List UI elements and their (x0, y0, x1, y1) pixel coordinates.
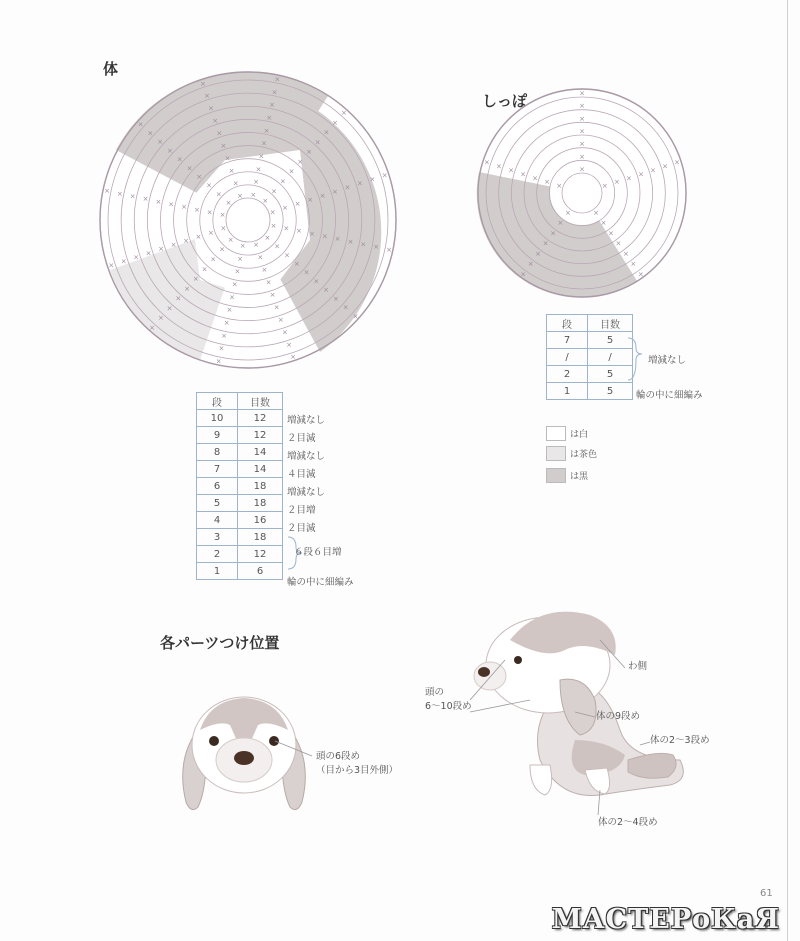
stitch-mark: × (239, 242, 246, 250)
table-row (197, 444, 283, 461)
stitch-mark: × (104, 187, 110, 196)
stitch-count-cell: 18 (238, 495, 283, 512)
stitch-mark: × (615, 239, 622, 248)
stitch-mark: × (129, 192, 136, 201)
stitch-mark: × (228, 166, 235, 175)
stitch-mark: × (579, 127, 585, 136)
table-row (197, 563, 283, 580)
stitch-count-cell: 12 (238, 546, 283, 563)
table-row (547, 349, 633, 366)
row-number-cell: 4 (197, 512, 238, 529)
stitch-mark: × (297, 158, 304, 166)
stitch-mark: × (218, 344, 225, 353)
stitch-mark: × (309, 229, 315, 238)
stitch-mark: × (206, 208, 213, 217)
row-number-cell: 3 (197, 529, 238, 546)
stitch-mark: × (181, 203, 187, 212)
row-number-cell: / (547, 349, 588, 366)
stitch-mark: × (220, 224, 227, 233)
stitch-mark: × (342, 303, 349, 312)
row-header: 段 (197, 393, 238, 410)
stitch-mark: × (277, 315, 284, 324)
stitch-count-cell: 14 (238, 444, 283, 461)
stitch-mark: × (201, 265, 208, 274)
stitch-mark: × (306, 148, 312, 157)
stitch-mark: × (147, 129, 154, 138)
body-note: 輪の中に細編み (287, 577, 354, 588)
stitch-mark: × (192, 275, 199, 283)
row-number-cell: 2 (547, 366, 588, 383)
stitch-mark: × (208, 104, 215, 113)
stitch-mark: × (216, 129, 223, 138)
stitch-mark: × (224, 154, 231, 163)
table-header-row (197, 393, 283, 410)
row-number-cell: 7 (547, 332, 588, 349)
body-note: 増減なし (287, 451, 326, 462)
stitch-mark: × (303, 268, 310, 277)
row-number-cell: 10 (197, 410, 238, 427)
body-note: 増減なし (287, 487, 326, 498)
stitch-mark: × (158, 245, 165, 254)
callout-face-eye (316, 750, 398, 778)
tail-crochet-chart (477, 89, 686, 298)
body-stitch-table (196, 392, 283, 580)
row-number-cell: 5 (197, 495, 238, 512)
stitch-mark: × (279, 177, 286, 186)
stitch-mark: × (331, 187, 338, 196)
table-header-row (547, 315, 633, 332)
stitch-mark: × (166, 146, 173, 155)
stitch-mark: × (250, 191, 257, 199)
stitch-mark: × (532, 174, 539, 183)
dog-face-illustration (183, 697, 312, 810)
stitch-mark: × (323, 128, 330, 137)
stitch-mark: × (142, 195, 149, 204)
table-row (197, 529, 283, 546)
row-number-cell: 2 (197, 546, 238, 563)
legend-item (546, 468, 588, 483)
stitch-mark: × (579, 114, 585, 123)
legend-swatch (546, 426, 566, 441)
body-note: ２目増 (287, 505, 316, 516)
callout-head (425, 686, 472, 714)
table-row (197, 461, 283, 478)
table-row (197, 495, 283, 512)
stitch-mark: × (231, 280, 238, 289)
stitch-count-cell: 12 (238, 427, 283, 444)
legend-label: は白 (570, 430, 589, 440)
stitch-mark: × (253, 178, 259, 187)
stitch-mark: × (520, 170, 526, 179)
stitch-mark: × (271, 187, 277, 196)
stitch-mark: × (269, 291, 276, 299)
row-number-cell: 1 (197, 563, 238, 580)
stitch-mark: × (290, 353, 297, 362)
stitch-mark: × (120, 257, 127, 266)
stitch-mark: × (274, 75, 281, 84)
stitch-mark: × (508, 166, 514, 175)
table-row (197, 410, 283, 427)
legend-label: は黒 (570, 472, 589, 482)
stitch-mark: × (149, 324, 156, 332)
stitch-mark: × (273, 303, 280, 312)
stitch-mark: × (219, 245, 225, 254)
callout-text: 6〜10段め (425, 701, 472, 712)
attach-heading: 各パーツつけ位置 (160, 634, 280, 652)
stitch-count-cell: 5 (588, 383, 633, 400)
stitch-mark: × (157, 138, 164, 147)
stitch-mark: × (579, 152, 585, 161)
row-number-cell: 9 (197, 427, 238, 444)
stitch-count-cell: 16 (238, 512, 283, 529)
stitch-mark: × (600, 219, 607, 228)
stitch-mark: × (204, 92, 210, 101)
stitch-count-cell: 5 (588, 366, 633, 383)
table-row (197, 478, 283, 495)
stitch-mark: × (193, 205, 200, 214)
body-heading: 体 (103, 60, 119, 78)
legend-swatch (546, 468, 566, 483)
stitch-mark: × (293, 260, 300, 268)
tail-note: 増減なし (648, 355, 687, 366)
body-note: ６段６目増 (294, 547, 342, 558)
stitch-mark: × (206, 181, 212, 190)
stitch-mark: × (220, 142, 227, 150)
stitch-mark: × (650, 166, 656, 175)
stitch-mark: × (625, 174, 632, 183)
stitch-mark: × (630, 260, 637, 269)
callout-body9: 体の9段め (596, 711, 641, 722)
callout-leg: 体の2〜4段め (598, 817, 658, 828)
stitch-count-cell: 6 (238, 563, 283, 580)
tail-stitch-table (546, 314, 633, 400)
legend-item (546, 426, 588, 441)
stitch-mark: × (321, 232, 328, 241)
stitch-mark: × (284, 251, 290, 260)
stitch-mark: × (215, 357, 222, 366)
stitch-mark: × (495, 162, 502, 171)
stitch-mark: × (262, 197, 269, 206)
page-number: 61 (760, 888, 773, 899)
stitch-mark: × (334, 235, 341, 244)
stitch-mark: × (550, 229, 556, 238)
stitch-mark: × (360, 240, 367, 249)
stitch-mark: × (662, 162, 669, 171)
watermark-logo: МАСТЕРоКаЯ (551, 904, 780, 935)
stitch-mark: × (184, 284, 190, 293)
stitch-mark: × (332, 118, 339, 127)
stitch-mark: × (564, 208, 571, 217)
stitch-mark: × (237, 254, 243, 263)
legend-label: は茶色 (570, 450, 598, 460)
stitch-mark: × (483, 158, 490, 167)
stitch-mark: × (255, 165, 262, 174)
stitch-mark: × (236, 191, 243, 200)
body-note: ２目減 (287, 433, 316, 444)
row-number-cell: 1 (547, 383, 588, 400)
stitch-mark: × (283, 224, 290, 233)
stitch-mark: × (638, 170, 644, 179)
stitch-mark: × (270, 221, 277, 230)
stitch-mark: × (186, 164, 193, 173)
stitch-mark: × (223, 319, 230, 327)
stitch-mark: × (352, 312, 359, 321)
stitch-mark: × (294, 200, 301, 209)
stitch-mark: × (221, 331, 227, 340)
stitch-mark: × (155, 197, 162, 206)
stitch-mark: × (175, 294, 182, 303)
stitch-mark: × (196, 173, 203, 181)
stitch-mark: × (145, 249, 152, 258)
stitch-mark: × (232, 179, 239, 188)
stitch-mark: × (579, 140, 585, 149)
row-number-cell: 8 (197, 444, 238, 461)
stitch-mark: × (234, 267, 241, 276)
stitch-count-cell: 12 (238, 410, 283, 427)
stitch-mark: × (274, 242, 281, 251)
table-row (197, 546, 283, 563)
stitch-mark: × (288, 167, 295, 176)
stitch-mark: × (253, 241, 260, 250)
stitch-mark: × (170, 241, 177, 250)
stitch-mark: × (282, 204, 289, 213)
stitch-mark: × (314, 138, 321, 147)
body-note: 増減なし (287, 415, 326, 426)
stitch-mark: × (269, 208, 276, 217)
count-header: 目数 (238, 393, 283, 410)
table-row (197, 427, 283, 444)
stitch-mark: × (579, 102, 585, 111)
stitch-mark: × (296, 227, 303, 236)
stitch-mark: × (557, 219, 564, 228)
stitch-mark: × (637, 270, 644, 279)
stitch-mark: × (183, 237, 189, 245)
tail-heading: しっぽ (482, 92, 528, 110)
stitch-mark: × (369, 175, 376, 184)
stitch-mark: × (199, 79, 206, 88)
count-header: 目数 (588, 315, 633, 332)
body-note: ４目減 (287, 469, 316, 480)
stitch-mark: × (261, 139, 267, 148)
callout-ear: わ側 (628, 661, 648, 672)
stitch-mark: × (527, 260, 534, 269)
stitch-mark: × (266, 114, 273, 122)
stitch-mark: × (286, 340, 292, 349)
legend-swatch (546, 446, 566, 461)
stitch-mark: × (257, 253, 264, 262)
row-number-cell: 6 (197, 478, 238, 495)
stitch-count-cell: / (588, 349, 633, 366)
stitch-mark: × (556, 182, 563, 191)
stitch-mark: × (535, 249, 542, 258)
body-note: ２目減 (287, 523, 316, 534)
stitch-mark: × (137, 120, 144, 129)
stitch-mark: × (116, 189, 123, 198)
row-header: 段 (547, 315, 588, 332)
legend-item (546, 446, 597, 461)
stitch-mark: × (356, 179, 363, 188)
stitch-mark: × (212, 117, 219, 126)
stitch-mark: × (674, 158, 681, 167)
stitch-mark: × (608, 229, 614, 238)
stitch-count-cell: 5 (588, 332, 633, 349)
body-crochet-chart (100, 72, 396, 368)
stitch-mark: × (381, 171, 388, 180)
stitch-mark: × (601, 182, 608, 191)
stitch-mark: × (207, 228, 214, 237)
stitch-mark: × (281, 328, 288, 337)
stitch-count-cell: 14 (238, 461, 283, 478)
stitch-mark: × (613, 178, 620, 187)
stitch-mark: × (340, 109, 347, 117)
callout-text: （目から3目外側） (316, 765, 399, 776)
stitch-mark: × (229, 293, 235, 302)
stitch-mark: × (210, 255, 217, 264)
dog-side-illustration (470, 612, 683, 815)
stitch-mark: × (133, 253, 140, 262)
stitch-mark: × (157, 314, 164, 323)
stitch-mark: × (219, 211, 226, 220)
stitch-mark: × (386, 245, 392, 254)
stitch-mark: × (258, 152, 265, 161)
stitch-mark: × (227, 235, 234, 244)
stitch-mark: × (226, 306, 233, 315)
stitch-count-cell: 18 (238, 529, 283, 546)
stitch-mark: × (168, 200, 175, 209)
stitch-mark: × (215, 190, 222, 199)
callout-text: 頭の6段め (316, 751, 361, 762)
stitch-mark: × (373, 243, 380, 252)
stitch-mark: × (622, 249, 629, 258)
callout-tail: 体の2〜3段め (650, 735, 710, 746)
stitch-mark: × (542, 239, 549, 248)
stitch-mark: × (323, 286, 330, 295)
stitch-mark: × (166, 304, 173, 313)
stitch-mark: × (593, 208, 600, 217)
stitch-mark: × (520, 270, 527, 279)
stitch-count-cell: 18 (238, 478, 283, 495)
table-row (547, 383, 633, 400)
stitch-mark: × (176, 155, 183, 164)
stitch-mark: × (225, 199, 232, 208)
stitch-mark: × (271, 88, 278, 97)
stitch-mark: × (313, 277, 320, 286)
row-number-cell: 7 (197, 461, 238, 478)
stitch-mark: × (579, 165, 585, 174)
stitch-mark: × (344, 183, 351, 192)
stitch-mark: × (347, 237, 354, 246)
stitch-mark: × (544, 178, 551, 187)
stitch-mark: × (265, 278, 272, 287)
table-row (547, 332, 633, 349)
stitch-mark: × (261, 266, 268, 275)
stitch-mark: × (319, 191, 326, 200)
stitch-mark: × (263, 126, 270, 135)
tail-note: 輪の中に細編み (636, 390, 703, 401)
stitch-mark: × (195, 232, 202, 241)
stitch-mark: × (332, 294, 339, 303)
callout-text: 頭の (425, 687, 445, 698)
stitch-mark: × (579, 89, 585, 98)
stitch-mark: × (307, 196, 313, 204)
stitch-mark: × (108, 261, 115, 270)
stitch-mark: × (269, 101, 275, 110)
table-row (547, 366, 633, 383)
table-row (197, 512, 283, 529)
stitch-mark: × (264, 233, 271, 242)
